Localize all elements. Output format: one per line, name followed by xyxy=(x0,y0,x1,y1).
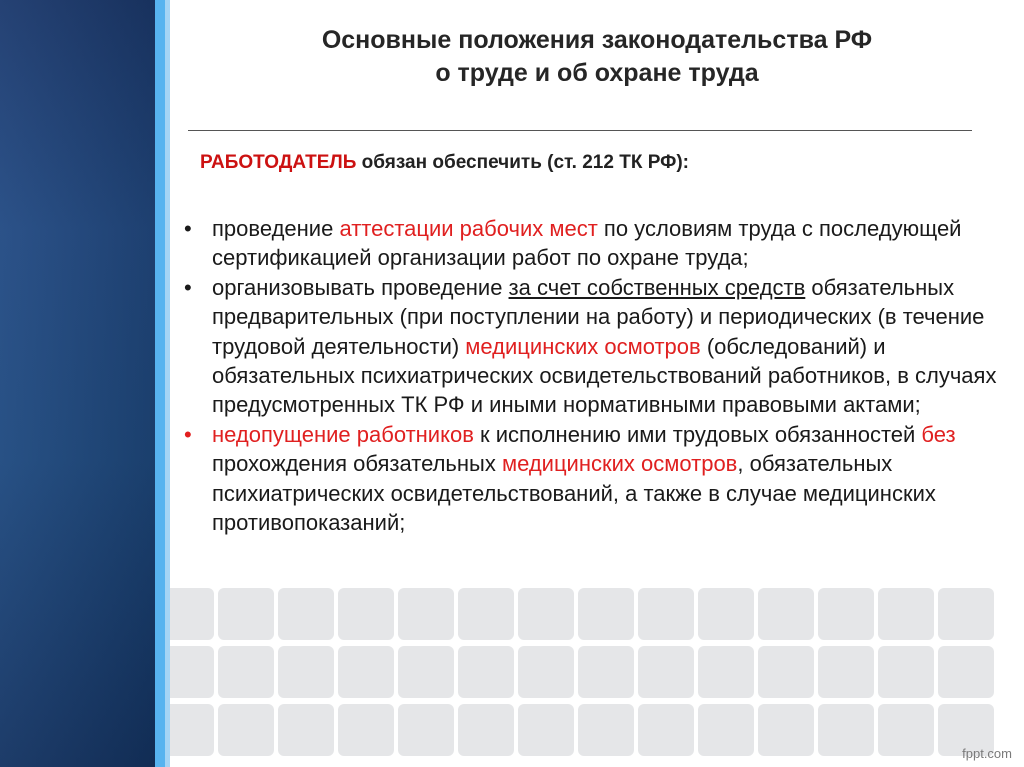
decorative-tile xyxy=(578,646,634,698)
decorative-tile xyxy=(818,704,874,756)
decorative-tile xyxy=(398,646,454,698)
bullet-text: прохождения обязательных xyxy=(212,451,502,477)
decorative-tile xyxy=(170,646,214,698)
decorative-tile xyxy=(758,704,814,756)
decorative-tile xyxy=(698,588,754,640)
decorative-tile xyxy=(638,588,694,640)
decorative-tile xyxy=(818,646,874,698)
bullet-text: проведение xyxy=(212,216,340,241)
decorative-tile xyxy=(278,646,334,698)
accent-stripe xyxy=(155,0,165,767)
decorative-tile xyxy=(458,704,514,756)
decorative-tile xyxy=(938,588,994,640)
bullet-highlight: аттестации рабочих мест xyxy=(339,216,598,241)
bullet-text: (обследований) и обязательных психиатрических освидетельствований работников, в случаях предусмотренных ТК РФ и иными нормативными правовыми актами; xyxy=(212,333,997,418)
title-line-2: о труде и об охране труда xyxy=(435,59,759,87)
title-line-1: Основные положения законодательства РФ xyxy=(321,26,873,54)
bullet-text: обязательных предварительных (при поступлении на работу) и периодических (в течение трудовой деятельности) xyxy=(212,274,985,359)
decorative-tile xyxy=(398,704,454,756)
watermark: fppt.com xyxy=(962,746,1012,761)
bullet-item-1 xyxy=(176,214,1006,273)
left-sidebar-decoration xyxy=(0,0,155,767)
decorative-tile xyxy=(170,588,214,640)
bullet-highlight: медицинских осмотров xyxy=(501,451,738,477)
decorative-tile xyxy=(458,588,514,640)
decorative-tiles xyxy=(170,580,1024,767)
bullet-text: к исполнению ими трудовых обязанностей xyxy=(473,421,922,447)
decorative-tile xyxy=(338,588,394,640)
decorative-tile xyxy=(878,704,934,756)
decorative-tile xyxy=(518,704,574,756)
bullet-highlight: без xyxy=(921,421,956,447)
decorative-tile xyxy=(338,646,394,698)
decorative-tile xyxy=(338,704,394,756)
bullet-dot: • xyxy=(184,216,192,241)
bullet-text: организовывать проведение xyxy=(212,274,509,300)
lead-text xyxy=(200,152,689,174)
decorative-tile xyxy=(818,588,874,640)
bullet-dot: • xyxy=(184,421,192,447)
decorative-tile xyxy=(578,588,634,640)
decorative-tile xyxy=(758,646,814,698)
bullet-dot: • xyxy=(184,274,192,300)
decorative-tile xyxy=(278,588,334,640)
decorative-tile xyxy=(170,704,214,756)
decorative-tile xyxy=(518,588,574,640)
decorative-tile xyxy=(578,704,634,756)
decorative-tile xyxy=(218,646,274,698)
decorative-tile xyxy=(878,588,934,640)
slide-title xyxy=(170,24,1024,90)
bullet-underlined: за счет собственных средств xyxy=(508,274,806,300)
decorative-tile xyxy=(698,704,754,756)
title-divider xyxy=(188,130,972,131)
lead-highlight: РАБОТОДАТЕЛЬ xyxy=(200,152,357,173)
decorative-tile xyxy=(458,646,514,698)
decorative-tile xyxy=(218,588,274,640)
decorative-tile xyxy=(518,646,574,698)
bullet-item-3 xyxy=(176,420,1006,538)
decorative-tile xyxy=(878,646,934,698)
bullet-text: по условиям труда с последующей сертификацией организации работ по охране труда; xyxy=(212,216,962,271)
decorative-tile xyxy=(758,588,814,640)
decorative-tile xyxy=(638,704,694,756)
bullet-text: , обязательных психиатрических освидетельствований, а также в случае медицинских противопоказаний; xyxy=(212,451,936,536)
bullet-list xyxy=(176,214,1006,537)
slide-panel xyxy=(170,0,1024,767)
decorative-tile xyxy=(218,704,274,756)
decorative-tile xyxy=(938,646,994,698)
decorative-tile xyxy=(638,646,694,698)
decorative-tile xyxy=(278,704,334,756)
lead-rest: обязан обеспечить (ст. 212 ТК РФ): xyxy=(356,152,689,173)
bullet-highlight: недопущение работников xyxy=(212,421,474,447)
bullet-highlight: медицинских осмотров xyxy=(465,333,701,359)
decorative-tile xyxy=(698,646,754,698)
decorative-tile xyxy=(398,588,454,640)
bullet-item-2 xyxy=(176,273,1006,420)
